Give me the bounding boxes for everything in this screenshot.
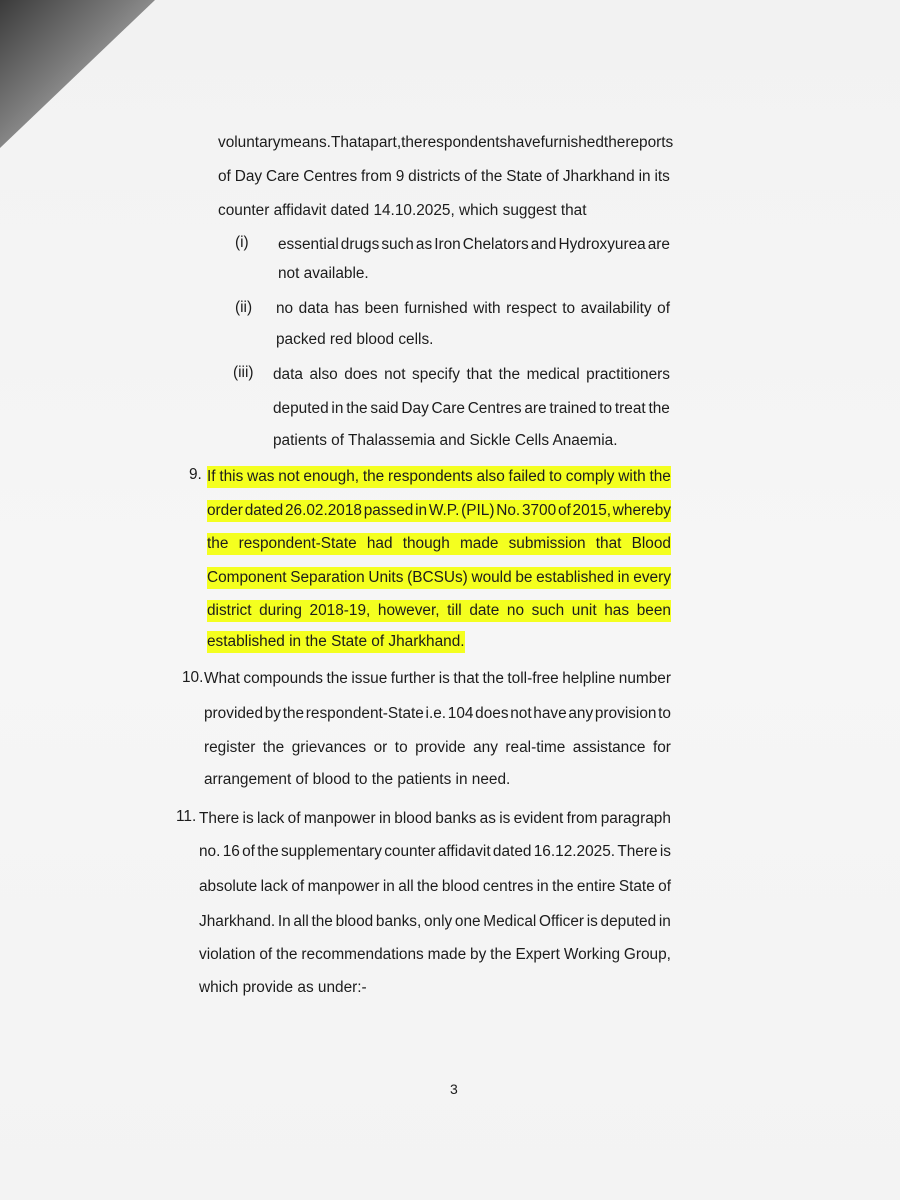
word: of bbox=[291, 878, 305, 895]
paragraph-number: 9. bbox=[189, 466, 202, 483]
word: Jharkhand. bbox=[199, 913, 276, 930]
para9-line bbox=[207, 466, 671, 488]
word: evident bbox=[513, 810, 564, 827]
sub-item-line bbox=[273, 366, 670, 384]
word: absolute bbox=[199, 878, 258, 895]
word: from bbox=[361, 168, 392, 185]
word: of bbox=[546, 168, 559, 185]
word: to bbox=[562, 300, 576, 317]
word: register bbox=[204, 739, 256, 756]
word: W.P. bbox=[428, 502, 460, 519]
word: manpower bbox=[307, 878, 380, 895]
word: furnished bbox=[540, 134, 604, 151]
word: or bbox=[373, 739, 388, 756]
word: are bbox=[647, 236, 670, 253]
word: its bbox=[654, 168, 670, 185]
word: provided bbox=[204, 705, 264, 722]
word: Chelators bbox=[462, 236, 529, 253]
para10-line bbox=[204, 670, 671, 688]
word: provide bbox=[415, 739, 466, 756]
word: of bbox=[557, 502, 571, 519]
word: by bbox=[470, 946, 487, 963]
word: have bbox=[533, 705, 567, 722]
word: that bbox=[466, 366, 493, 383]
word: in bbox=[658, 913, 671, 930]
word: from bbox=[566, 810, 598, 827]
word: been bbox=[364, 300, 399, 317]
word: blood bbox=[335, 913, 374, 930]
word: in bbox=[638, 168, 651, 185]
para9-line bbox=[207, 567, 671, 589]
word: paragraph bbox=[600, 810, 671, 827]
word: Jharkhand bbox=[562, 168, 635, 185]
word: compounds bbox=[243, 670, 323, 687]
word: to bbox=[658, 705, 671, 722]
sub-item-number: (i) bbox=[235, 234, 249, 251]
sub-item-line bbox=[273, 400, 670, 418]
word: of bbox=[287, 810, 301, 827]
word: also bbox=[309, 366, 338, 383]
word: of bbox=[657, 300, 670, 317]
word: Component bbox=[207, 569, 287, 586]
word: Care bbox=[266, 168, 300, 185]
word: medical bbox=[526, 366, 580, 383]
sub-item-number: (ii) bbox=[235, 299, 253, 316]
word: means. bbox=[280, 134, 331, 151]
word: Expert bbox=[515, 946, 560, 963]
para9-line: established in the State of Jharkhand. bbox=[207, 631, 671, 653]
para8-line: counter affidavit dated 14.10.2025, which suggest that bbox=[218, 202, 587, 219]
word: the bbox=[490, 946, 512, 963]
word: failed bbox=[508, 468, 546, 485]
word: reports bbox=[625, 134, 674, 151]
para10-line bbox=[204, 705, 671, 723]
word: this bbox=[219, 468, 244, 485]
word: one bbox=[454, 913, 481, 930]
word: the bbox=[262, 739, 285, 756]
word: Day bbox=[401, 400, 429, 417]
page-number: 3 bbox=[450, 1081, 458, 1097]
word: (BCSUs) bbox=[407, 569, 468, 586]
word: was bbox=[247, 468, 275, 485]
word: no. bbox=[199, 843, 221, 860]
para10-line bbox=[204, 739, 671, 757]
word: does bbox=[344, 366, 378, 383]
word: respondents bbox=[388, 468, 473, 485]
word: Centres bbox=[303, 168, 358, 185]
word: with bbox=[473, 300, 501, 317]
sub-item-line: packed red blood cells. bbox=[276, 331, 434, 348]
word: Care bbox=[431, 400, 465, 417]
word: any bbox=[568, 705, 594, 722]
word: the bbox=[417, 878, 439, 895]
word: treat bbox=[614, 400, 646, 417]
word: the bbox=[480, 168, 503, 185]
word: Medical bbox=[483, 913, 537, 930]
word: all bbox=[293, 913, 309, 930]
word: manpower bbox=[303, 810, 376, 827]
para11-line bbox=[199, 810, 671, 828]
para9-line bbox=[207, 600, 671, 622]
word: the bbox=[482, 670, 504, 687]
word: would bbox=[471, 569, 512, 586]
word: to bbox=[394, 739, 408, 756]
para11-line: which provide as under:- bbox=[199, 979, 367, 996]
word: essential bbox=[278, 236, 339, 253]
para9-line bbox=[207, 533, 671, 555]
word: What bbox=[204, 670, 240, 687]
word: during bbox=[259, 602, 302, 619]
word: all bbox=[398, 878, 414, 895]
word: the bbox=[401, 134, 423, 151]
word: the bbox=[346, 400, 368, 417]
word: with bbox=[618, 468, 646, 485]
word: submission bbox=[508, 535, 586, 552]
word: 2018-19, bbox=[309, 602, 371, 619]
word: i.e. bbox=[425, 705, 447, 722]
word: issue bbox=[351, 670, 388, 687]
word: is bbox=[499, 810, 511, 827]
word: such bbox=[531, 602, 565, 619]
word: banks bbox=[435, 810, 477, 827]
word: the bbox=[207, 535, 229, 552]
word: is bbox=[242, 810, 254, 827]
word: toll-free bbox=[507, 670, 559, 687]
word: availability bbox=[580, 300, 652, 317]
word: State bbox=[506, 168, 543, 185]
word: respect bbox=[506, 300, 557, 317]
word: by bbox=[264, 705, 281, 722]
word: as bbox=[479, 810, 496, 827]
word: is bbox=[586, 913, 598, 930]
word: apart, bbox=[361, 134, 402, 151]
word: be bbox=[515, 569, 533, 586]
word: the bbox=[648, 400, 670, 417]
word: 16.12.2025. bbox=[533, 843, 616, 860]
word: of bbox=[259, 946, 273, 963]
word: the bbox=[498, 366, 521, 383]
word: deputed bbox=[600, 913, 657, 930]
para9-line bbox=[207, 500, 671, 522]
word: blood bbox=[394, 810, 432, 827]
word: entire bbox=[576, 878, 616, 895]
word: however, bbox=[377, 602, 440, 619]
word: the bbox=[603, 134, 626, 151]
para11-line bbox=[199, 946, 671, 964]
word: blood bbox=[441, 878, 480, 895]
word: that bbox=[595, 535, 622, 552]
word: the bbox=[362, 468, 385, 485]
word: counter bbox=[384, 843, 436, 860]
word: lack bbox=[260, 878, 288, 895]
sub-item-number: (iii) bbox=[233, 364, 254, 381]
word: helpline bbox=[562, 670, 616, 687]
word: the bbox=[311, 913, 333, 930]
word: such bbox=[381, 236, 414, 253]
para11-line bbox=[199, 913, 671, 931]
word: made bbox=[427, 946, 467, 963]
word: respondent-State bbox=[238, 535, 357, 552]
word: trained bbox=[549, 400, 597, 417]
word: specify bbox=[412, 366, 460, 383]
para8-line bbox=[218, 168, 670, 186]
word: recommendations bbox=[301, 946, 424, 963]
word: of bbox=[464, 168, 478, 185]
word: and bbox=[530, 236, 557, 253]
word: Hydroxyurea bbox=[558, 236, 646, 253]
word: Separation bbox=[290, 569, 365, 586]
word: 16 bbox=[222, 843, 240, 860]
word: Group, bbox=[623, 946, 671, 963]
word: in bbox=[382, 878, 395, 895]
word: data bbox=[273, 366, 303, 383]
word: supplementary bbox=[280, 843, 382, 860]
word: no bbox=[506, 602, 525, 619]
sub-item-line bbox=[278, 236, 670, 254]
word: Blood bbox=[631, 535, 671, 552]
word: order bbox=[207, 502, 243, 519]
para8-line bbox=[218, 134, 674, 152]
word: drugs bbox=[340, 236, 380, 253]
word: every bbox=[633, 569, 671, 586]
word: 104 bbox=[447, 705, 474, 722]
word: not bbox=[278, 468, 300, 485]
word: That bbox=[330, 134, 362, 151]
word: voluntary bbox=[218, 134, 281, 151]
word: said bbox=[370, 400, 399, 417]
word: is bbox=[438, 670, 450, 687]
word: 26.02.2018 bbox=[284, 502, 362, 519]
word: Iron bbox=[434, 236, 461, 253]
word: only bbox=[423, 913, 453, 930]
word: number bbox=[618, 670, 671, 687]
word: There bbox=[199, 810, 240, 827]
word: respondent-State bbox=[305, 705, 424, 722]
word: practitioners bbox=[586, 366, 670, 383]
word: assistance bbox=[572, 739, 646, 756]
word: affidavit bbox=[437, 843, 491, 860]
word: of bbox=[242, 843, 255, 860]
word: of bbox=[218, 168, 231, 185]
word: the bbox=[257, 843, 279, 860]
word: lack bbox=[256, 810, 285, 827]
word: banks, bbox=[375, 913, 422, 930]
word: 2015, bbox=[572, 502, 612, 519]
word: date bbox=[469, 602, 500, 619]
sub-item-line: not available. bbox=[278, 265, 369, 282]
word: in bbox=[378, 810, 391, 827]
word: for bbox=[652, 739, 671, 756]
word: that bbox=[453, 670, 480, 687]
word: districts bbox=[408, 168, 461, 185]
word: centres bbox=[482, 878, 534, 895]
word: In bbox=[277, 913, 291, 930]
word: enough, bbox=[303, 468, 360, 485]
para11-line bbox=[199, 878, 671, 896]
word: provision bbox=[594, 705, 657, 722]
word: Working bbox=[563, 946, 621, 963]
word: furnished bbox=[404, 300, 468, 317]
word: in bbox=[536, 878, 549, 895]
word: had bbox=[366, 535, 393, 552]
word: in bbox=[617, 569, 630, 586]
word: has bbox=[604, 602, 630, 619]
word: further bbox=[390, 670, 436, 687]
word: dated bbox=[492, 843, 532, 860]
word: the bbox=[552, 878, 574, 895]
word: State bbox=[618, 878, 655, 895]
word: no bbox=[276, 300, 294, 317]
sub-item-line bbox=[276, 300, 670, 318]
word: the bbox=[649, 468, 671, 485]
word: in bbox=[415, 502, 428, 519]
word: established bbox=[536, 569, 614, 586]
word: has bbox=[334, 300, 360, 317]
word: data bbox=[298, 300, 329, 317]
word: Units bbox=[368, 569, 404, 586]
word: comply bbox=[565, 468, 615, 485]
word: unit bbox=[571, 602, 597, 619]
word: dated bbox=[244, 502, 284, 519]
word: violation bbox=[199, 946, 256, 963]
word: deputed bbox=[273, 400, 329, 417]
para10-line: arrangement of blood to the patients in need. bbox=[204, 771, 511, 788]
paragraph-number: 10. bbox=[182, 669, 204, 686]
word: does bbox=[475, 705, 509, 722]
word: to bbox=[549, 468, 562, 485]
word: district bbox=[207, 602, 252, 619]
word: If bbox=[207, 468, 216, 485]
word: respondents bbox=[422, 134, 508, 151]
word: (PIL) bbox=[461, 502, 495, 519]
word: 9 bbox=[395, 168, 405, 185]
word: made bbox=[459, 535, 499, 552]
para11-line bbox=[199, 843, 671, 861]
word: is bbox=[659, 843, 671, 860]
word: as bbox=[415, 236, 433, 253]
word: whereby bbox=[612, 502, 671, 519]
word: 3700 bbox=[521, 502, 557, 519]
word: are bbox=[524, 400, 547, 417]
word: Day bbox=[234, 168, 263, 185]
word: any bbox=[473, 739, 498, 756]
word: though bbox=[402, 535, 450, 552]
word: There bbox=[617, 843, 658, 860]
word: passed bbox=[363, 502, 414, 519]
word: the bbox=[326, 670, 348, 687]
word: Centres bbox=[467, 400, 522, 417]
word: not bbox=[384, 366, 406, 383]
word: to bbox=[599, 400, 613, 417]
word: grievances bbox=[291, 739, 367, 756]
word: been bbox=[636, 602, 671, 619]
word: have bbox=[507, 134, 541, 151]
word: No. bbox=[496, 502, 521, 519]
word: Officer bbox=[539, 913, 585, 930]
word: also bbox=[476, 468, 505, 485]
paragraph-number: 11. bbox=[176, 808, 197, 825]
sub-item-line: patients of Thalassemia and Sickle Cells Anaemia. bbox=[273, 432, 618, 449]
word: in bbox=[331, 400, 344, 417]
word: real-time bbox=[505, 739, 566, 756]
word: of bbox=[658, 878, 671, 895]
word: the bbox=[276, 946, 298, 963]
word: the bbox=[282, 705, 305, 722]
word: not bbox=[510, 705, 532, 722]
word: till bbox=[447, 602, 462, 619]
